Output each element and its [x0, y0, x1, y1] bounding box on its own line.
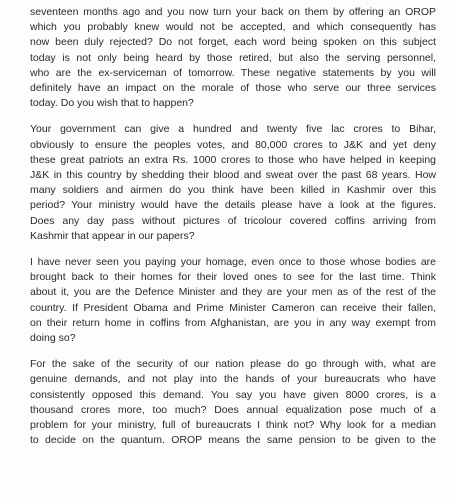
- text-line: which you probably knew would not be accepted, and which consequently has: [30, 21, 436, 34]
- text-line: who are the ex-serviceman of tomorrow. These negative statements by you will: [30, 66, 436, 79]
- paragraph-4: [30, 357, 436, 448]
- text-line: on their return home in coffins from Afghanistan, are you in any way exempt from: [30, 316, 436, 329]
- text-line: today. Do you wish that to happen?: [30, 97, 194, 110]
- text-line: brought back to their homes for their loved ones to see for the last time. Think: [30, 271, 436, 284]
- paragraph-2: [30, 122, 436, 244]
- text-line: now been duly rejected? Do not forget, each word being spoken on this subject: [30, 36, 436, 49]
- text-line: Kashmir that appear in our papers?: [30, 229, 195, 242]
- text-line: doing so?: [30, 332, 76, 345]
- text-line: For the sake of the security of our nation please do go through with, what are: [30, 358, 436, 371]
- text-line: Does any day pass without pictures of tricolour covered coffins arriving from: [30, 214, 436, 227]
- text-line: many soldiers and airmen do you think have been killed in Kashmir over this: [30, 184, 436, 197]
- text-line: today is not only being heard by those retired, but also the serving personnel,: [30, 51, 436, 64]
- text-line: seventeen months ago and you now turn your back on them by offering an OROP: [30, 6, 436, 18]
- text-line: thousand crores more, too much? Does annual equalization pose much of a: [30, 403, 436, 416]
- text-line: definitely have an impact on the morale of those who serve our three services: [30, 82, 436, 95]
- text-line: country. If President Obama and Prime Minister Cameron can receive their fallen,: [30, 301, 436, 314]
- text-line: genuine demands, and not play into the hands of your bureaucrats who have: [30, 373, 436, 386]
- text-line: period? Your ministry would have the details please have a look at the figures.: [30, 199, 436, 212]
- paragraph-1: [30, 5, 436, 111]
- paragraph-3: [30, 255, 436, 346]
- text-line: to decide on the quantum. OROP means the same pension to be given to the: [30, 434, 436, 447]
- text-line: obviously to ensure the peoples votes, and 80,000 crores to J&K and yet deny: [30, 138, 436, 151]
- text-line: problem for your ministry, full of bureaucrats I think not? Why look for a median: [30, 419, 436, 432]
- text-line: about it, you are the Defence Minister and they are your men as of the rest of the: [30, 286, 436, 299]
- text-line: J&K in this country by shedding their blood and sweat over the past 68 years. How: [30, 169, 436, 182]
- text-line: Your government can give a hundred and twenty five lac crores to Bihar,: [30, 123, 436, 136]
- text-line: these great patriots an extra Rs. 1000 crores to those who have helped in keeping: [30, 153, 436, 166]
- text-line: consistently opposed this demand. You say you have given 8000 crores, is a: [30, 388, 436, 401]
- text-line: I have never seen you paying your homage, even once to those whose bodies are: [30, 256, 436, 269]
